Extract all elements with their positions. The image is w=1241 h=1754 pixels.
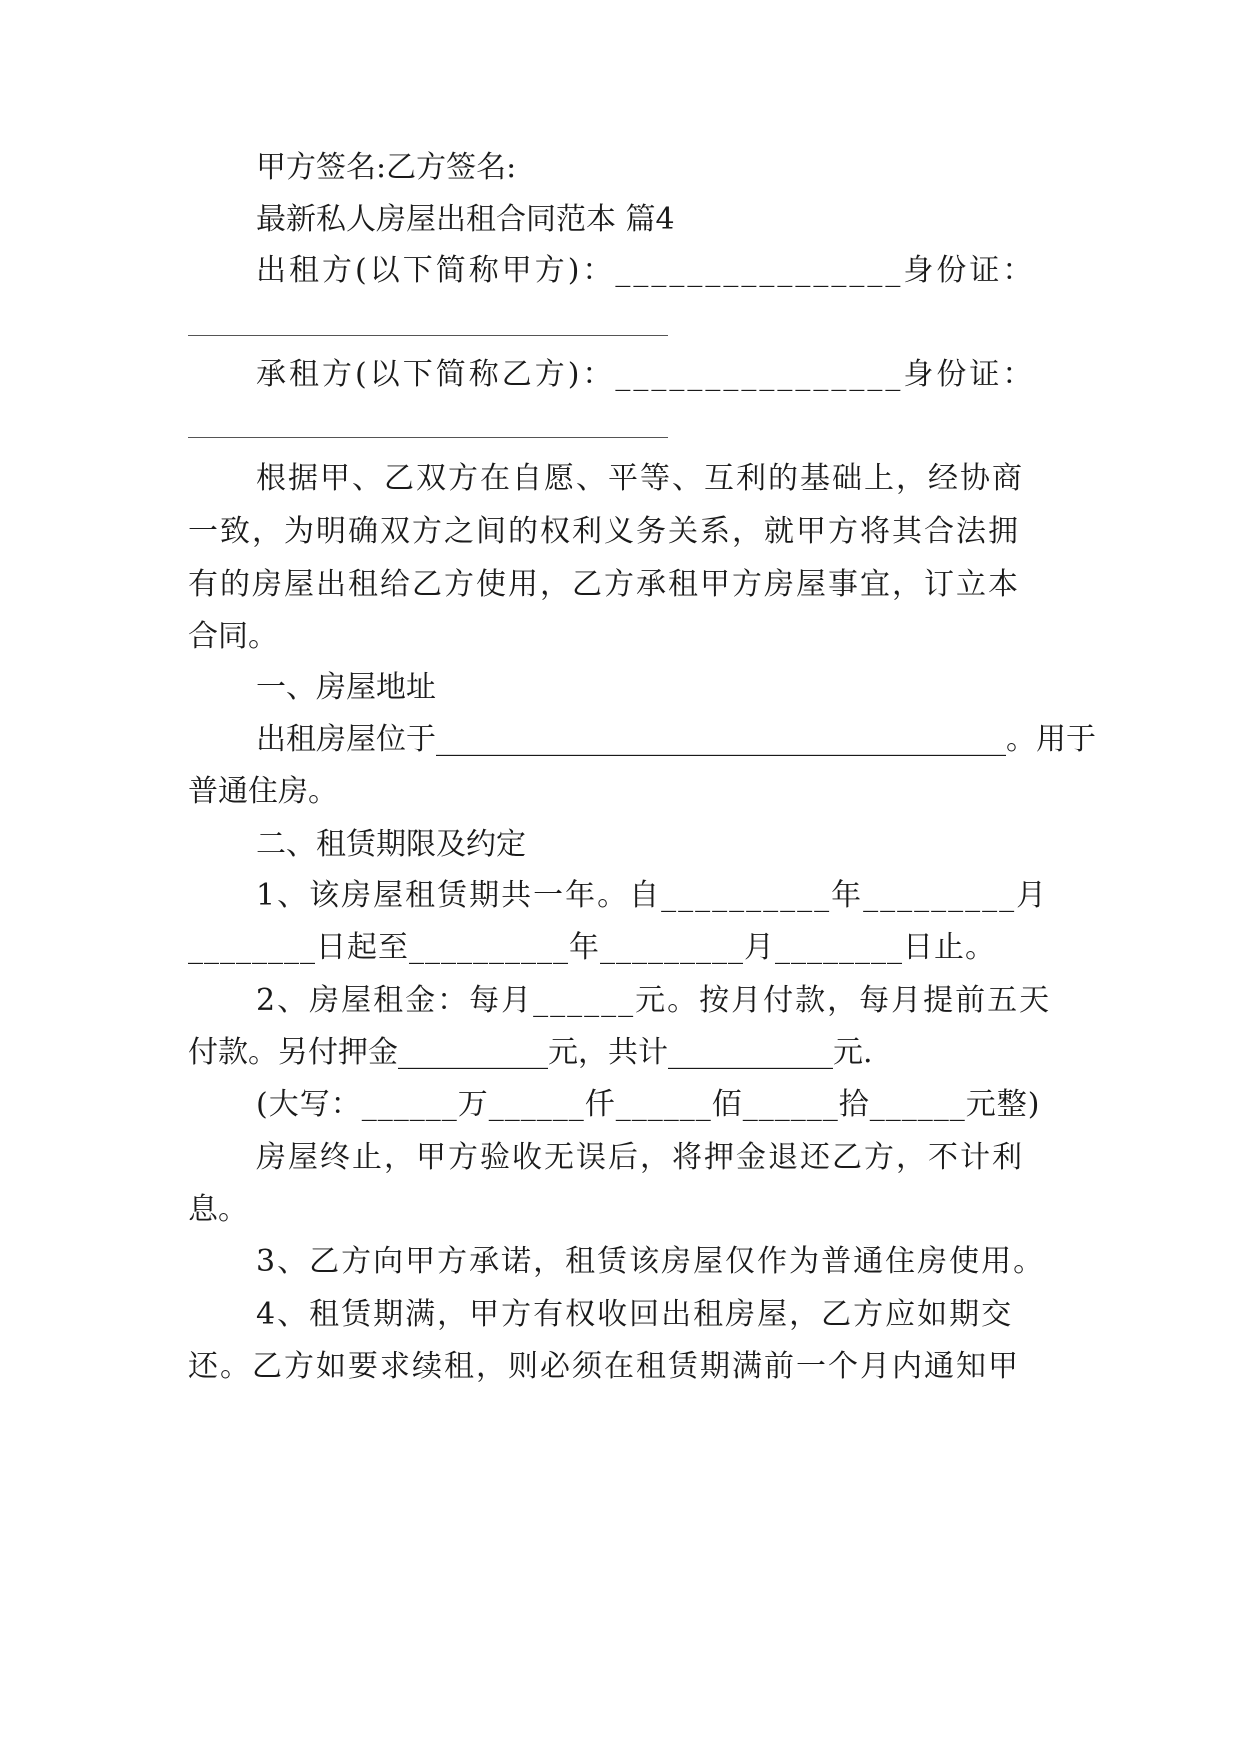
section-2-title: 二、租赁期限及约定 [256,827,526,862]
capital-amount-line: (大写：______万______仟______佰______拾______元整) [256,1087,1041,1122]
intro-paragraph-line: 一致，为明确双方之间的权利义务关系，就甲方将其合法拥 [188,514,1020,549]
clause-4-line: 还。乙方如要求续租，则必须在租赁期满前一个月内通知甲 [188,1349,1020,1384]
term-line: 1、该房屋租赁期共一年。自__________年_________月 [256,878,1049,913]
lessee-line: 承租方(以下简称乙方)：________________身份证： [256,357,1036,392]
lessor-id-blank [188,335,668,336]
lessor-line: 出租方(以下简称甲方)：________________身份证： [256,253,1036,288]
signature-line: 甲方签名:乙方签名: [256,150,517,185]
intro-paragraph-line: 合同。 [188,619,278,654]
lessee-id-blank [188,437,668,438]
refund-line: 房屋终止，甲方验收无误后，将押金退还乙方，不计利 [256,1140,1024,1175]
document-heading: 最新私人房屋出租合同范本 篇4 [256,202,675,237]
address-line: 出租房屋位于______________________________________。用于 [256,722,1096,757]
intro-paragraph-line: 有的房屋出租给乙方使用，乙方承租甲方房屋事宜，订立本 [188,567,1020,602]
rent-line: 付款。另付押金__________元，共计___________元. [188,1035,873,1070]
rent-line: 2、房屋租金：每月______元。按月付款，每月提前五天 [256,983,1052,1018]
term-line: ________日起至__________年_________月________日止。 [188,930,996,965]
clause-3: 3、乙方向甲方承诺，租赁该房屋仅作为普通住房使用。 [256,1244,1046,1279]
address-line: 普通住房。 [188,774,338,809]
clause-4-line: 4、租赁期满，甲方有权收回出租房屋，乙方应如期交 [256,1297,1014,1332]
intro-paragraph-line: 根据甲、乙双方在自愿、平等、互利的基础上，经协商 [256,461,1024,496]
refund-line: 息。 [188,1192,248,1227]
section-1-title: 一、房屋地址 [256,670,436,705]
